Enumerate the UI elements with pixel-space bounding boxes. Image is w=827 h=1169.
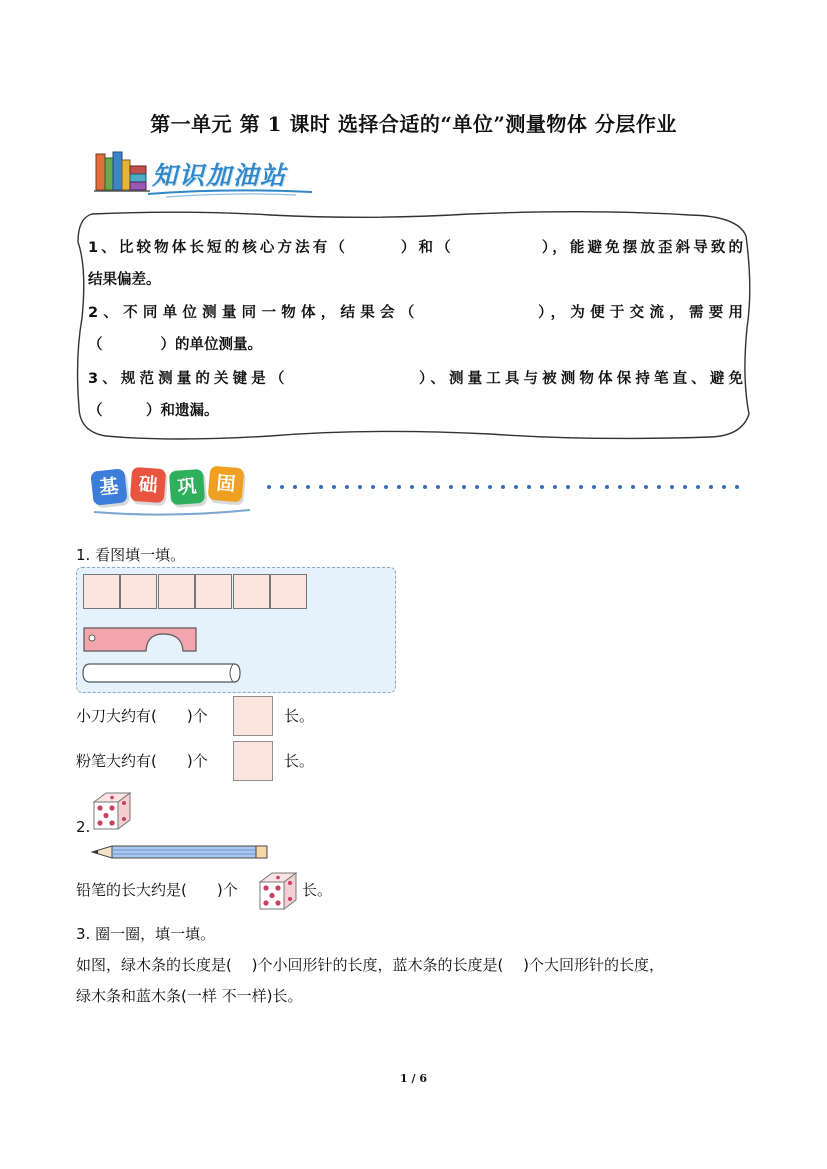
badge-char-2: 础 <box>130 467 166 503</box>
q2-label: 2. <box>76 818 91 836</box>
knowledge-line-6: （ ）和遗漏。 <box>88 403 219 419</box>
knowledge-line-3: 2、不同单位测量同一物体，结果会（ ），为便于交流，需要用 <box>88 305 743 321</box>
q1-label: 1. 看图填一填。 <box>76 546 186 564</box>
q1-chalk-text-after: 长。 <box>284 752 315 770</box>
q1-unit-square-icon <box>233 696 273 736</box>
dice-icon <box>90 790 134 832</box>
q2-text-after: 长。 <box>302 881 333 899</box>
knowledge-line-1: 1、比较物体长短的核心方法有（ ）和（ ），能避免摆放歪斜导致的 <box>88 240 743 256</box>
q1-unit-square-icon <box>233 741 273 781</box>
q3-line-1: 如图，绿木条的长度是( )个小回形针的长度，蓝木条的长度是( )个大回形针的长度， <box>76 956 664 974</box>
dotted-divider <box>266 482 740 492</box>
books-icon <box>94 150 150 194</box>
unit-square <box>233 574 270 609</box>
pencil-image <box>90 844 272 860</box>
unit-square <box>120 574 157 609</box>
unit-square <box>83 574 120 609</box>
page-title: 第一单元 第 1 课时 选择合适的“单位”测量物体 分层作业 <box>150 112 677 136</box>
badge-char-3: 巩 <box>169 469 205 505</box>
unit-square <box>158 574 195 609</box>
q1-knife-text-after: 长。 <box>284 707 315 725</box>
q3-line-2: 绿木条和蓝木条(一样 不一样)长。 <box>76 987 303 1005</box>
chalk-image <box>81 662 243 684</box>
unit-square <box>270 574 307 609</box>
q1-figure-panel <box>76 567 396 693</box>
knowledge-line-5: 3、规范测量的关键是（ ）、测量工具与被测物体保持笔直、避免 <box>88 371 743 387</box>
knowledge-line-4: （ ）的单位测量。 <box>88 337 262 353</box>
knife-image <box>83 626 199 654</box>
badge-swoosh <box>90 506 260 518</box>
q1-chalk-text-before: 粉笔大约有( )个 <box>76 752 208 770</box>
badge-char-1: 基 <box>90 468 127 505</box>
q3-label: 3. 圈一圈，填一填。 <box>76 925 216 943</box>
q1-knife-text-before: 小刀大约有( )个 <box>76 707 208 725</box>
dice-icon <box>256 870 300 912</box>
unit-square-row <box>83 574 308 610</box>
page-number: 1 / 6 <box>400 1072 427 1085</box>
q2-text-before: 铅笔的长大约是( )个 <box>76 881 238 899</box>
heading-underline <box>146 186 316 198</box>
knowledge-line-2: 结果偏差。 <box>88 272 161 288</box>
badge-char-4: 固 <box>208 466 245 503</box>
unit-square <box>195 574 232 609</box>
section-heading-knowledge: 知识加油站 <box>152 161 288 190</box>
